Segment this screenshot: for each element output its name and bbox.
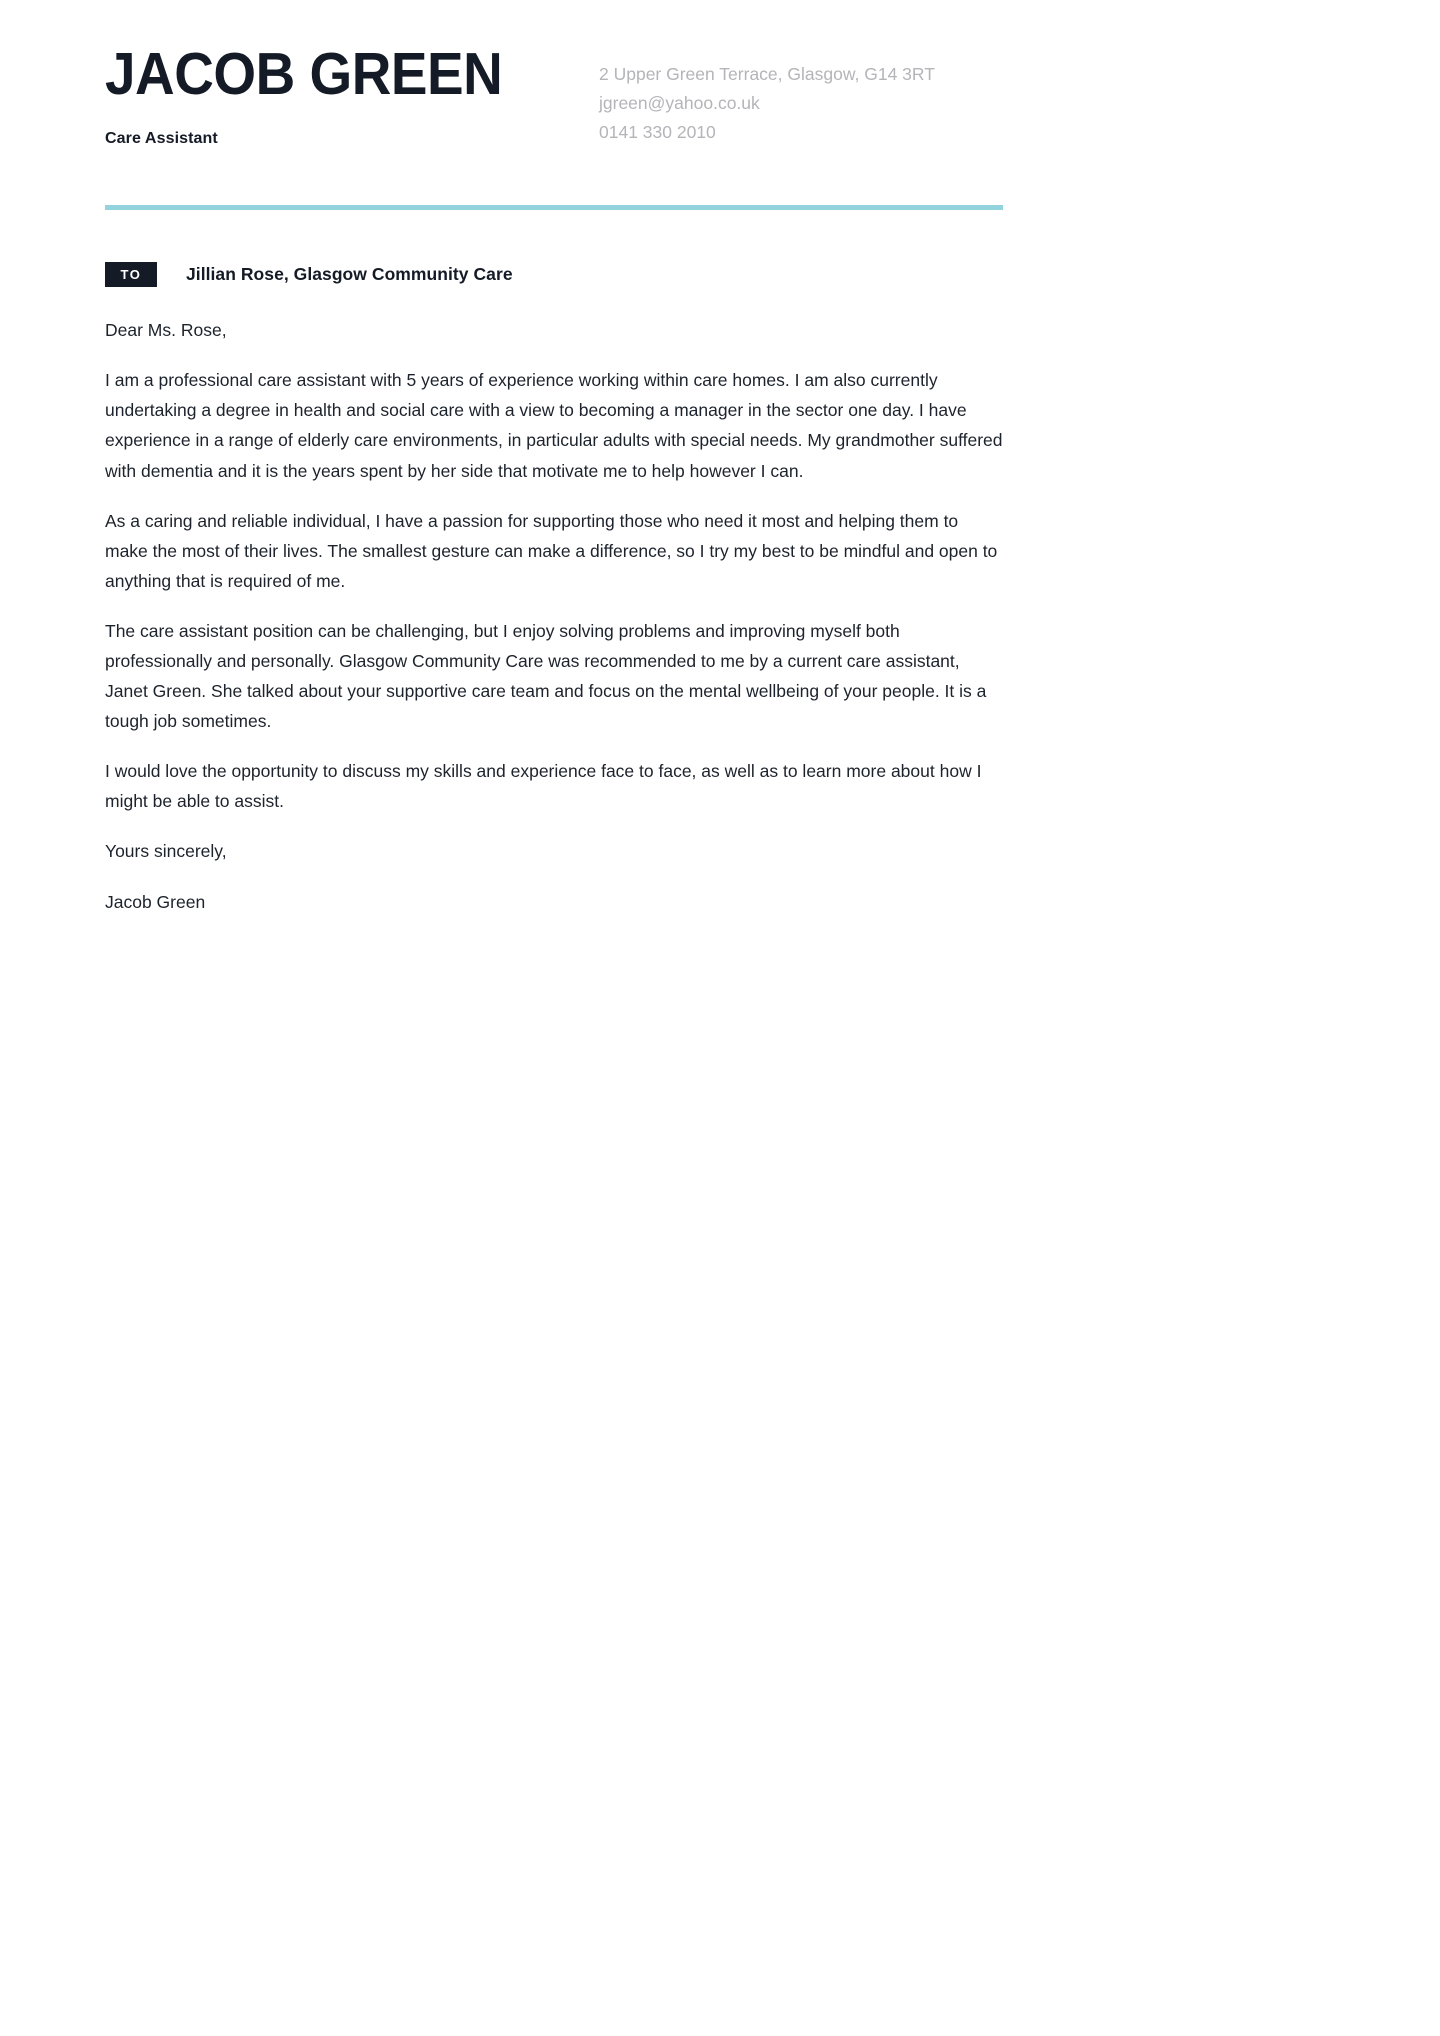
recipient-row	[105, 210, 1003, 287]
body-paragraph: The care assistant position can be challenging, but I enjoy solving problems and improving myself both professionally and personally. Glasgow Community Care was recommended to me by a current care assistant, Janet Green. She talked about your supportive care team and focus on the mental wellbeing of your people. It is a tough job sometimes.	[105, 620, 987, 732]
contact-phone[interactable]: 0141 330 2010	[599, 122, 716, 143]
letter-header	[105, 0, 1003, 148]
applicant-job-title: Care Assistant	[105, 130, 218, 148]
body-paragraph: As a caring and reliable individual, I have a passion for supporting those who need it most and helping them to make the most of their lives. The smallest gesture can make a difference, so I try my best to be mindful and open to anything that is required of me.	[105, 510, 998, 591]
letter-content-column	[105, 0, 1003, 917]
contact-details-block	[595, 44, 1003, 147]
applicant-name: JACOB GREEN	[105, 41, 503, 107]
signature-name: Jacob Green	[105, 891, 206, 912]
closing-line: Yours sincerely,	[105, 841, 227, 862]
recipient-name: Jillian Rose, Glasgow Community Care	[186, 264, 513, 285]
header-divider-wrap	[105, 148, 1003, 210]
to-badge: TO	[105, 262, 157, 287]
contact-address: 2 Upper Green Terrace, Glasgow, G14 3RT	[599, 64, 935, 84]
body-paragraph: I am a professional care assistant with 5 years of experience working within care homes. I am also currently undertaking a degree in health and social care with a view to becoming a manager in the sector one day. I have experience in a range of elderly care environments, in particular adults with special needs. My grandmother suffered with dementia and it is the years spent by her side that motivate me to help however I can.	[105, 370, 1003, 481]
header-identity-block	[105, 41, 595, 148]
salutation: Dear Ms. Rose,	[105, 320, 227, 341]
contact-email[interactable]: jgreen@yahoo.co.uk	[599, 93, 760, 114]
body-paragraph: I would love the opportunity to discuss my skills and experience face to face, as well as to learn more about how I might be able to assist.	[105, 761, 982, 812]
letter-body	[105, 287, 1003, 917]
